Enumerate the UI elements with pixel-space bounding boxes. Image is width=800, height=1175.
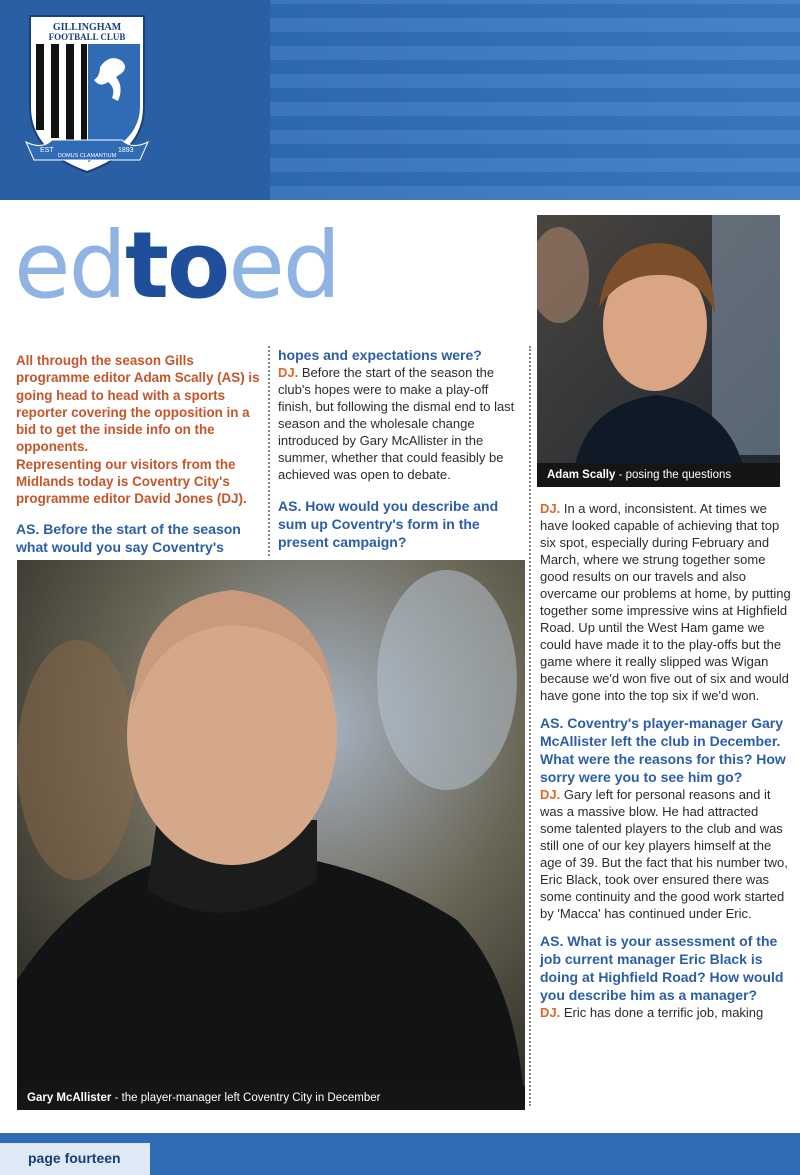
answer-3-tag: DJ.: [540, 787, 561, 802]
column-divider-2: [529, 346, 531, 1106]
answer-1-text: Before the start of the season the club's hopes were to make a play-off finish, but following the dismal end to last season and the wholesale change introduced by Gary McAllister in the summer, whether that could feasibly be achieved was open to debate.: [278, 365, 515, 482]
photo-gary-mcallister: [17, 560, 525, 1110]
column-2: [278, 346, 522, 565]
club-crest-logo: [22, 12, 152, 177]
crest-est: EST: [40, 147, 54, 154]
intro-paragraph-1: All through the season Gills programme editor Adam Scally (AS) is going head to head with a sports reporter covering the opposition in a bid to get the inside info on the opponents.: [16, 353, 260, 455]
column-divider-1: [268, 346, 270, 556]
photo-gary-mcallister-image: [17, 560, 525, 1110]
crest-motto: DOMUS CLAMANTIUM: [57, 153, 117, 159]
title-part-3: ed: [228, 212, 340, 319]
photo-adam-scally-image: [537, 215, 780, 487]
answer-1-tag: DJ.: [278, 365, 299, 380]
title-part-1: ed: [14, 212, 125, 319]
page-title: [14, 212, 340, 319]
header-stripes: [270, 0, 800, 200]
crest-line1: GILLINGHAM: [52, 22, 122, 33]
caption-gary-text: - the player-manager left Coventry City in December: [111, 1092, 381, 1104]
caption-scally-name: Adam Scally: [547, 469, 616, 481]
answer-3-text: Gary left for personal reasons and it was a massive blow. He had attracted some talented players to the club and was still one of our key players himself at the age of 39. But the fact that his number two, Eric Black, took over ensured there was some continuity and the good work started by 'Macca' has continued under Eric.: [540, 787, 788, 921]
page-number: page fourteen: [28, 1150, 121, 1166]
crest-year: 1893: [118, 147, 134, 154]
intro-text: [16, 352, 262, 508]
answer-2-tag: DJ.: [540, 501, 561, 516]
crest-line2: FOOTBALL CLUB: [48, 32, 126, 42]
photo-adam-scally: [537, 215, 780, 487]
question-4: AS. What is your assessment of the job current manager Eric Black is doing at Highfield Road? How would you describe him as a manager?: [540, 933, 784, 1003]
answer-2: [540, 500, 792, 704]
question-3: AS. Coventry's player-manager Gary McAllister left the club in December. What were the reasons for this? How sorry were you to see him go?: [540, 715, 786, 785]
column-3: [540, 500, 792, 1031]
caption-gary-mcallister: [17, 1086, 525, 1110]
caption-gary-name: Gary McAllister: [27, 1092, 112, 1104]
answer-3: [540, 786, 792, 922]
caption-scally-text: - posing the questions: [615, 469, 732, 481]
answer-2-text: In a word, inconsistent. At times we have looked capable of achieving that top six spot, especially during February and March, where we strung together some good results on our travels and also overcame our problems at home, by putting together some impressive wins at Highfield Road. Up until the West Ham game we could have made it to the play-offs but the game where it really slipped was Wigan because we'd won five out of six and would have gone into the top six if we'd won.: [540, 501, 791, 703]
question-1-start: AS. Before the start of the season what would you say Coventry's: [16, 521, 241, 555]
answer-4-text: Eric has done a terrific job, making: [560, 1005, 764, 1020]
intro-paragraph-2: Representing our visitors from the Midlands today is Coventry City's programme editor David Jones (DJ).: [16, 456, 247, 507]
question-1-end: hopes and expectations were?: [278, 347, 482, 363]
answer-4-tag: DJ.: [540, 1005, 561, 1020]
answer-1: [278, 364, 522, 483]
caption-adam-scally: [537, 463, 780, 487]
question-2: AS. How would you describe and sum up Coventry's form in the present campaign?: [278, 498, 499, 550]
title-part-2: to: [125, 212, 229, 319]
answer-4: [540, 1004, 792, 1021]
